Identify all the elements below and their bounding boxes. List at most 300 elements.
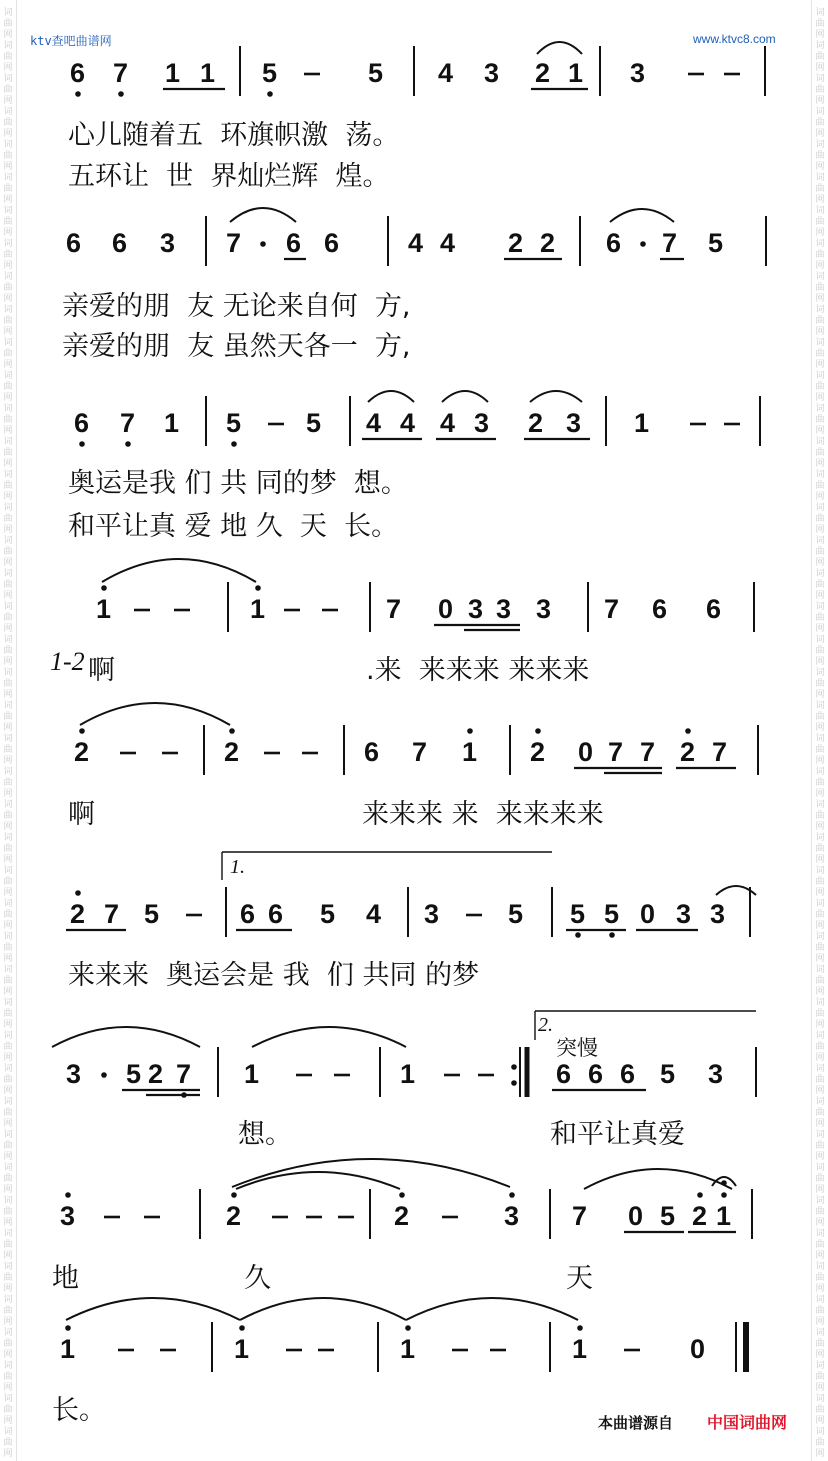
octave-dot bbox=[101, 1072, 107, 1078]
watermark-char: 网 bbox=[3, 822, 13, 832]
watermark-char: 网 bbox=[815, 789, 825, 799]
note-glyph: 4 bbox=[438, 58, 454, 88]
watermark-char: 词 bbox=[815, 1064, 825, 1074]
watermark-char: 网 bbox=[3, 1053, 13, 1063]
note-glyph: 6 bbox=[606, 228, 622, 258]
watermark-char: 曲 bbox=[815, 1372, 825, 1382]
lyric-line-2b: 亲爱的朋 友 虽然天各一 方, bbox=[62, 331, 411, 362]
watermark-char: 网 bbox=[815, 921, 825, 931]
site-watermark-right: www.ktvc8.com bbox=[693, 32, 776, 46]
watermark-char: 词 bbox=[3, 503, 13, 513]
volta-first-ending: 1. bbox=[230, 856, 245, 878]
watermark-char: 网 bbox=[815, 987, 825, 997]
watermark-char: 网 bbox=[815, 96, 825, 106]
watermark-char: 网 bbox=[815, 525, 825, 535]
note-glyph: 2 bbox=[692, 1201, 708, 1231]
watermark-char: 词 bbox=[3, 41, 13, 51]
note-glyph: 2 bbox=[394, 1201, 410, 1231]
watermark-char: 曲 bbox=[815, 415, 825, 425]
octave-dot bbox=[577, 1325, 583, 1331]
watermark-char: 词 bbox=[815, 140, 825, 150]
watermark-char: 网 bbox=[815, 1416, 825, 1426]
watermark-char: 网 bbox=[815, 1152, 825, 1162]
watermark-char: 网 bbox=[815, 30, 825, 40]
watermark-char: 曲 bbox=[815, 976, 825, 986]
watermark-char: 曲 bbox=[3, 811, 13, 821]
note-glyph: 6 bbox=[706, 594, 722, 624]
watermark-char: 词 bbox=[815, 305, 825, 315]
note-glyph: 5 bbox=[368, 58, 384, 88]
slur bbox=[537, 42, 582, 54]
watermark-char: 网 bbox=[815, 756, 825, 766]
watermark-char: 网 bbox=[815, 1383, 825, 1393]
watermark-char: 网 bbox=[815, 294, 825, 304]
lyric-line-8a: 地 bbox=[52, 1263, 79, 1294]
watermark-char: 曲 bbox=[3, 679, 13, 689]
octave-dot bbox=[231, 1192, 237, 1198]
watermark-char: 网 bbox=[3, 294, 13, 304]
watermark-char: 曲 bbox=[815, 778, 825, 788]
note-glyph: 3 bbox=[566, 408, 582, 438]
note-glyph: 3 bbox=[630, 58, 646, 88]
watermark-char: 网 bbox=[815, 228, 825, 238]
watermark-char: 曲 bbox=[815, 745, 825, 755]
watermark-char: 曲 bbox=[815, 382, 825, 392]
lyric-line-3a: 奥运是我 们 共 同的梦 想。 bbox=[68, 468, 408, 499]
octave-dot bbox=[79, 441, 85, 447]
watermark-char: 网 bbox=[3, 30, 13, 40]
octave-dot bbox=[229, 728, 235, 734]
watermark-char: 曲 bbox=[3, 1372, 13, 1382]
note-glyph: 5 bbox=[144, 899, 160, 929]
note-glyph: 0 bbox=[578, 737, 594, 767]
lyric-line-4a: 啊 bbox=[88, 655, 115, 686]
watermark-char: 词 bbox=[3, 1163, 13, 1173]
watermark-char: 网 bbox=[3, 954, 13, 964]
watermark-char: 词 bbox=[3, 1031, 13, 1041]
note-glyph: 1 bbox=[60, 1334, 76, 1364]
octave-dot bbox=[267, 91, 273, 97]
octave-dot bbox=[101, 585, 107, 591]
octave-dot bbox=[467, 728, 473, 734]
watermark-char: 曲 bbox=[3, 349, 13, 359]
note-glyph: 0 bbox=[640, 899, 656, 929]
watermark-char: 词 bbox=[3, 470, 13, 480]
watermark-char: 网 bbox=[815, 1284, 825, 1294]
note-glyph: 3 bbox=[536, 594, 552, 624]
watermark-char: 词 bbox=[3, 1427, 13, 1437]
watermark-char: 词 bbox=[815, 734, 825, 744]
watermark-char: 网 bbox=[3, 756, 13, 766]
watermark-char: 曲 bbox=[815, 316, 825, 326]
note-glyph: 1 bbox=[165, 58, 181, 88]
watermark-char: 曲 bbox=[3, 844, 13, 854]
note-glyph: 7 bbox=[176, 1059, 192, 1089]
watermark-char: 曲 bbox=[815, 349, 825, 359]
note-glyph: 3 bbox=[468, 594, 484, 624]
note-glyph: 6 bbox=[620, 1059, 636, 1089]
note-glyph: 3 bbox=[496, 594, 512, 624]
watermark-char: 网 bbox=[3, 195, 13, 205]
watermark-char: 词 bbox=[815, 404, 825, 414]
watermark-char: 曲 bbox=[815, 943, 825, 953]
watermark-char: 词 bbox=[3, 998, 13, 1008]
note-glyph: 7 bbox=[386, 594, 402, 624]
watermark-char: 网 bbox=[815, 591, 825, 601]
watermark-char: 网 bbox=[815, 1251, 825, 1261]
watermark-char: 词 bbox=[3, 8, 13, 18]
watermark-char: 曲 bbox=[3, 151, 13, 161]
watermark-char: 网 bbox=[3, 987, 13, 997]
watermark-char: 网 bbox=[815, 690, 825, 700]
note-glyph: 6 bbox=[652, 594, 668, 624]
watermark-char: 曲 bbox=[3, 1042, 13, 1052]
watermark-char: 网 bbox=[815, 1086, 825, 1096]
watermark-char: 词 bbox=[3, 1361, 13, 1371]
watermark-char: 曲 bbox=[815, 19, 825, 29]
note-glyph: 3 bbox=[160, 228, 176, 258]
octave-dot bbox=[575, 932, 581, 938]
watermark-char: 曲 bbox=[815, 448, 825, 458]
note-glyph: 3 bbox=[484, 58, 500, 88]
watermark-char: 曲 bbox=[815, 151, 825, 161]
watermark-char: 词 bbox=[815, 1295, 825, 1305]
watermark-char: 网 bbox=[3, 723, 13, 733]
watermark-char: 词 bbox=[815, 371, 825, 381]
watermark-char: 曲 bbox=[815, 1075, 825, 1085]
watermark-char: 网 bbox=[815, 855, 825, 865]
note-glyph: 7 bbox=[226, 228, 242, 258]
note-glyph: 5 bbox=[126, 1059, 142, 1089]
watermark-char: 网 bbox=[815, 1020, 825, 1030]
note-glyph: 4 bbox=[366, 408, 382, 438]
watermark-char: 网 bbox=[815, 162, 825, 172]
slur bbox=[236, 1172, 400, 1189]
watermark-char: 曲 bbox=[815, 580, 825, 590]
watermark-char: 网 bbox=[3, 525, 13, 535]
slur bbox=[102, 559, 256, 582]
watermark-char: 曲 bbox=[3, 448, 13, 458]
octave-dot bbox=[721, 1180, 727, 1186]
watermark-char: 词 bbox=[815, 1229, 825, 1239]
note-glyph: 5 bbox=[708, 228, 724, 258]
watermark-char: 词 bbox=[3, 206, 13, 216]
watermark-char: 词 bbox=[3, 932, 13, 942]
note-glyph: 1 bbox=[234, 1334, 250, 1364]
note-glyph: 7 bbox=[572, 1201, 588, 1231]
watermark-char: 曲 bbox=[3, 1207, 13, 1217]
watermark-char: 词 bbox=[3, 404, 13, 414]
watermark-char: 网 bbox=[3, 1086, 13, 1096]
lyric-line-7a: 想。 bbox=[238, 1119, 292, 1150]
slur bbox=[368, 391, 414, 402]
note-glyph: 7 bbox=[662, 228, 678, 258]
watermark-char: 词 bbox=[815, 1163, 825, 1173]
note-glyph: 1 bbox=[250, 594, 266, 624]
watermark-char: 网 bbox=[815, 1218, 825, 1228]
watermark-char: 网 bbox=[815, 195, 825, 205]
octave-dot bbox=[511, 1080, 517, 1086]
octave-dot bbox=[65, 1325, 71, 1331]
note-glyph: 5 bbox=[320, 899, 336, 929]
note-glyph: 5 bbox=[262, 58, 278, 88]
watermark-char: 词 bbox=[3, 536, 13, 546]
watermark-char: 词 bbox=[3, 1196, 13, 1206]
watermark-char: 网 bbox=[815, 63, 825, 73]
note-glyph: 4 bbox=[400, 408, 416, 438]
watermark-char: 词 bbox=[815, 470, 825, 480]
watermark-char: 曲 bbox=[3, 1405, 13, 1415]
watermark-char: 曲 bbox=[3, 1306, 13, 1316]
watermark-char: 网 bbox=[3, 1416, 13, 1426]
watermark-char: 词 bbox=[3, 272, 13, 282]
octave-dot bbox=[685, 728, 691, 734]
note-glyph: 3 bbox=[424, 899, 440, 929]
slur bbox=[252, 1027, 406, 1047]
watermark-char: 词 bbox=[3, 173, 13, 183]
watermark-char: 网 bbox=[3, 855, 13, 865]
watermark-char: 网 bbox=[3, 1383, 13, 1393]
watermark-char: 曲 bbox=[815, 679, 825, 689]
watermark-char: 曲 bbox=[815, 646, 825, 656]
watermark-char: 词 bbox=[3, 668, 13, 678]
note-glyph: 5 bbox=[306, 408, 322, 438]
verse-label: 1-2 bbox=[50, 647, 85, 676]
slur bbox=[610, 209, 674, 222]
watermark-char: 曲 bbox=[3, 250, 13, 260]
watermark-char: 网 bbox=[815, 624, 825, 634]
watermark-char: 曲 bbox=[3, 1108, 13, 1118]
note-glyph: 5 bbox=[508, 899, 524, 929]
watermark-char: 曲 bbox=[815, 844, 825, 854]
note-glyph: 6 bbox=[556, 1059, 572, 1089]
note-glyph: 7 bbox=[412, 737, 428, 767]
watermark-char: 曲 bbox=[815, 118, 825, 128]
watermark-char: 网 bbox=[3, 1020, 13, 1030]
watermark-char: 网 bbox=[3, 624, 13, 634]
watermark-char: 曲 bbox=[3, 19, 13, 29]
watermark-char: 曲 bbox=[3, 1438, 13, 1448]
watermark-char: 词 bbox=[815, 1361, 825, 1371]
note-glyph: 7 bbox=[604, 594, 620, 624]
watermark-char: 曲 bbox=[3, 1339, 13, 1349]
source-name: 中国词曲网 bbox=[707, 1413, 788, 1432]
watermark-char: 词 bbox=[815, 899, 825, 909]
watermark-char: 词 bbox=[815, 107, 825, 117]
note-glyph: 2 bbox=[226, 1201, 242, 1231]
watermark-char: 网 bbox=[815, 1350, 825, 1360]
note-glyph: 1 bbox=[244, 1059, 260, 1089]
watermark-char: 曲 bbox=[815, 1009, 825, 1019]
watermark-char: 词 bbox=[815, 965, 825, 975]
watermark-char: 网 bbox=[3, 657, 13, 667]
note-glyph: 7 bbox=[712, 737, 728, 767]
note-glyph: 1 bbox=[716, 1201, 732, 1231]
watermark-char: 曲 bbox=[815, 52, 825, 62]
watermark-char: 词 bbox=[3, 602, 13, 612]
watermark-char: 网 bbox=[815, 459, 825, 469]
watermark-char: 曲 bbox=[3, 943, 13, 953]
note-glyph: 0 bbox=[628, 1201, 644, 1231]
octave-dot bbox=[118, 91, 124, 97]
watermark-char: 网 bbox=[3, 1284, 13, 1294]
watermark-char: 曲 bbox=[815, 283, 825, 293]
octave-dot bbox=[75, 91, 81, 97]
watermark-char: 曲 bbox=[815, 910, 825, 920]
watermark-char: 曲 bbox=[815, 877, 825, 887]
watermark-char: 曲 bbox=[3, 52, 13, 62]
watermark-char: 词 bbox=[3, 734, 13, 744]
watermark-char: 曲 bbox=[815, 1042, 825, 1052]
watermark-char: 网 bbox=[3, 591, 13, 601]
note-glyph: 6 bbox=[70, 58, 86, 88]
watermark-char: 网 bbox=[3, 789, 13, 799]
watermark-char: 曲 bbox=[3, 514, 13, 524]
watermark-char: 网 bbox=[3, 1251, 13, 1261]
watermark-char: 网 bbox=[815, 327, 825, 337]
watermark-char: 曲 bbox=[815, 1339, 825, 1349]
watermark-char: 网 bbox=[815, 393, 825, 403]
note-glyph: 6 bbox=[112, 228, 128, 258]
watermark-char: 网 bbox=[3, 327, 13, 337]
watermark-char: 词 bbox=[815, 503, 825, 513]
note-glyph: 3 bbox=[66, 1059, 82, 1089]
watermark-char: 词 bbox=[3, 107, 13, 117]
lyric-line-2a: 亲爱的朋 友 无论来自何 方, bbox=[62, 291, 411, 322]
watermark-char: 曲 bbox=[3, 316, 13, 326]
slur bbox=[232, 1159, 510, 1187]
note-glyph: 5 bbox=[660, 1059, 676, 1089]
watermark-char: 曲 bbox=[3, 1174, 13, 1184]
note-glyph: 1 bbox=[572, 1334, 588, 1364]
watermark-char: 词 bbox=[3, 1064, 13, 1074]
note-glyph: 2 bbox=[540, 228, 556, 258]
watermark-char: 词 bbox=[3, 866, 13, 876]
watermark-char: 词 bbox=[3, 1394, 13, 1404]
watermark-char: 曲 bbox=[3, 745, 13, 755]
watermark-char: 词 bbox=[815, 1097, 825, 1107]
watermark-char: 曲 bbox=[815, 811, 825, 821]
slur bbox=[66, 1298, 240, 1320]
slur bbox=[584, 1169, 732, 1189]
octave-dot bbox=[640, 241, 646, 247]
note-glyph: 2 bbox=[530, 737, 546, 767]
watermark-char: 词 bbox=[3, 74, 13, 84]
octave-dot bbox=[609, 932, 615, 938]
note-glyph: 6 bbox=[74, 408, 90, 438]
watermark-char: 曲 bbox=[3, 778, 13, 788]
lyric-line-5a: 啊 bbox=[68, 799, 95, 830]
note-glyph: 1 bbox=[96, 594, 112, 624]
watermark-char: 网 bbox=[3, 261, 13, 271]
site-watermark-left: ktv查吧曲谱网 bbox=[30, 34, 112, 48]
note-glyph: 7 bbox=[120, 408, 136, 438]
note-glyph: 1 bbox=[634, 408, 650, 438]
watermark-char: 曲 bbox=[815, 1174, 825, 1184]
watermark-char: 网 bbox=[3, 1218, 13, 1228]
lyric-line-7b: 和平让真爱 bbox=[550, 1119, 685, 1150]
volta-second-ending: 2. bbox=[538, 1014, 553, 1036]
watermark-char: 词 bbox=[3, 1097, 13, 1107]
note-glyph: 6 bbox=[588, 1059, 604, 1089]
watermark-char: 网 bbox=[3, 1449, 13, 1459]
note-glyph: 3 bbox=[474, 408, 490, 438]
watermark-char: 词 bbox=[3, 1229, 13, 1239]
octave-dot bbox=[260, 241, 266, 247]
watermark-char: 词 bbox=[3, 140, 13, 150]
tempo-marking: 突慢 bbox=[556, 1036, 598, 1060]
lyric-line-9a: 长。 bbox=[52, 1395, 106, 1426]
note-glyph: 6 bbox=[240, 899, 256, 929]
note-glyph: 7 bbox=[608, 737, 624, 767]
watermark-char: 曲 bbox=[3, 910, 13, 920]
note-glyph: 4 bbox=[440, 408, 456, 438]
watermark-char: 网 bbox=[815, 1449, 825, 1459]
watermark-char: 曲 bbox=[815, 1240, 825, 1250]
watermark-char: 网 bbox=[815, 360, 825, 370]
note-glyph: 3 bbox=[708, 1059, 724, 1089]
note-glyph: 2 bbox=[148, 1059, 164, 1089]
watermark-char: 曲 bbox=[815, 613, 825, 623]
watermark-char: 词 bbox=[815, 998, 825, 1008]
watermark-char: 曲 bbox=[3, 415, 13, 425]
watermark-char: 词 bbox=[3, 338, 13, 348]
watermark-char: 曲 bbox=[3, 976, 13, 986]
watermark-char: 曲 bbox=[3, 217, 13, 227]
watermark-char: 网 bbox=[815, 822, 825, 832]
watermark-char: 网 bbox=[3, 1185, 13, 1195]
watermark-char: 词 bbox=[815, 272, 825, 282]
watermark-char: 词 bbox=[3, 239, 13, 249]
watermark-char: 曲 bbox=[815, 1306, 825, 1316]
watermark-char: 网 bbox=[815, 558, 825, 568]
watermark-char: 网 bbox=[815, 129, 825, 139]
lyric-line-8c: 天 bbox=[566, 1263, 593, 1294]
watermark-char: 词 bbox=[3, 1130, 13, 1140]
note-glyph: 6 bbox=[286, 228, 302, 258]
note-glyph: 3 bbox=[504, 1201, 520, 1231]
note-glyph: 1 bbox=[200, 58, 216, 88]
watermark-char: 曲 bbox=[3, 613, 13, 623]
note-glyph: 6 bbox=[268, 899, 284, 929]
watermark-char: 网 bbox=[3, 360, 13, 370]
note-glyph: 6 bbox=[364, 737, 380, 767]
watermark-char: 词 bbox=[815, 74, 825, 84]
note-glyph: 1 bbox=[400, 1334, 416, 1364]
watermark-char: 网 bbox=[3, 888, 13, 898]
slur bbox=[442, 391, 488, 402]
watermark-char: 网 bbox=[815, 1053, 825, 1063]
watermark-char: 词 bbox=[815, 206, 825, 216]
watermark-char: 曲 bbox=[3, 283, 13, 293]
octave-dot bbox=[535, 728, 541, 734]
octave-dot bbox=[511, 1064, 517, 1070]
watermark-char: 网 bbox=[815, 888, 825, 898]
octave-dot bbox=[721, 1192, 727, 1198]
note-glyph: 7 bbox=[113, 58, 129, 88]
watermark-char: 词 bbox=[815, 8, 825, 18]
watermark-char: 曲 bbox=[3, 712, 13, 722]
source-label: 本曲谱源自 bbox=[598, 1414, 674, 1432]
watermark-char: 网 bbox=[3, 129, 13, 139]
note-glyph: 4 bbox=[366, 899, 382, 929]
note-glyph: 2 bbox=[680, 737, 696, 767]
watermark-char: 曲 bbox=[815, 481, 825, 491]
watermark-char: 词 bbox=[3, 767, 13, 777]
watermark-char: 词 bbox=[815, 701, 825, 711]
note-glyph: 2 bbox=[74, 737, 90, 767]
watermark-char: 曲 bbox=[815, 1108, 825, 1118]
